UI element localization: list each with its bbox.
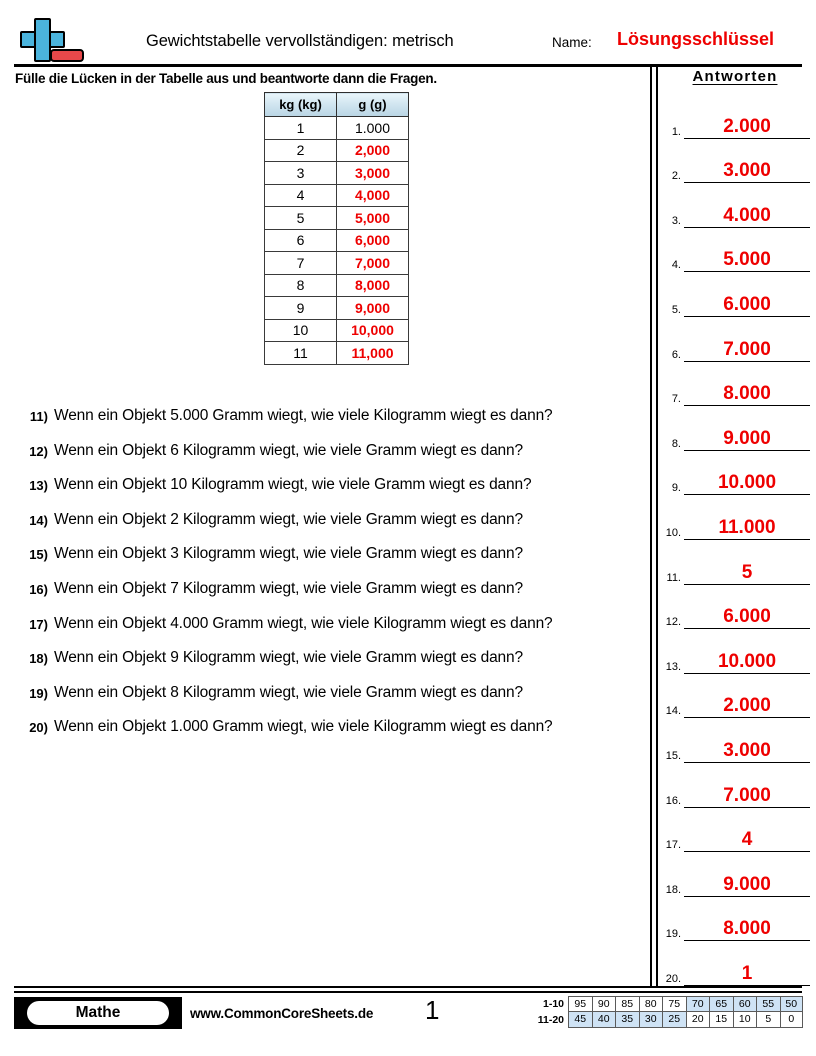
answer-item — [660, 585, 810, 630]
answer-value: 5 — [684, 563, 810, 585]
logo-plus-vertical — [34, 18, 51, 62]
header-divider — [14, 64, 802, 67]
page-header — [0, 0, 816, 66]
vertical-divider-left — [650, 66, 652, 986]
questions-list — [14, 406, 642, 752]
score-scale-cell: 25 — [662, 1012, 686, 1028]
answer-number: 10. — [665, 526, 681, 539]
question-number: 13) — [29, 478, 48, 494]
cell-g-answer: 5,000 — [337, 207, 409, 230]
question-text: Wenn ein Objekt 6 Kilogramm wiegt, wie viele Gramm wiegt es dann? — [54, 441, 523, 459]
conversion-table — [264, 92, 409, 365]
answer-item — [660, 852, 810, 897]
subject-badge-label: Mathe — [27, 1001, 169, 1025]
score-scale-cell: 80 — [639, 996, 663, 1012]
cell-kg: 6 — [265, 229, 337, 252]
question-item — [14, 683, 642, 704]
answer-value: 7.000 — [684, 786, 810, 808]
footer-url: www.CommonCoreSheets.de — [190, 1006, 374, 1021]
table-row — [265, 297, 409, 320]
score-scale-cell: 45 — [568, 1012, 592, 1028]
table-row — [265, 139, 409, 162]
question-text: Wenn ein Objekt 2 Kilogramm wiegt, wie viele Gramm wiegt es dann? — [54, 510, 523, 528]
answer-value: 10.000 — [684, 473, 810, 495]
answer-item — [660, 451, 810, 496]
score-scale-cell: 20 — [686, 1012, 710, 1028]
answer-item — [660, 362, 810, 407]
cell-kg: 3 — [265, 162, 337, 185]
score-scale-cell: 0 — [780, 1012, 804, 1028]
column-header-g: g (g) — [337, 93, 409, 117]
answer-item — [660, 139, 810, 184]
answer-item — [660, 629, 810, 674]
answer-number: 8. — [671, 437, 681, 450]
question-number: 20) — [29, 720, 48, 736]
score-scale-range-label: 11-20 — [537, 1014, 564, 1026]
cell-kg: 11 — [265, 342, 337, 365]
score-scale-cell: 15 — [709, 1012, 733, 1028]
question-item — [14, 544, 642, 565]
table-row — [265, 207, 409, 230]
answer-number: 13. — [665, 660, 681, 673]
question-item — [14, 406, 642, 427]
question-text: Wenn ein Objekt 10 Kilogramm wiegt, wie viele Gramm wiegt es dann? — [54, 476, 532, 494]
cell-g-answer: 10,000 — [337, 319, 409, 342]
answers-heading: Antworten — [692, 68, 778, 85]
answer-number: 20. — [665, 972, 681, 985]
table-row — [265, 184, 409, 207]
answer-value: 6.000 — [684, 607, 810, 629]
cell-g-answer: 7,000 — [337, 252, 409, 275]
answer-number: 14. — [665, 705, 681, 718]
table-row — [265, 229, 409, 252]
answer-item — [660, 763, 810, 808]
score-scale-cell: 75 — [662, 996, 686, 1012]
answer-number: 12. — [665, 616, 681, 629]
answer-value: 7.000 — [684, 340, 810, 362]
score-scale-cell: 65 — [709, 996, 733, 1012]
cell-kg: 10 — [265, 319, 337, 342]
answer-item — [660, 540, 810, 585]
question-item — [14, 510, 642, 531]
table-header-row — [265, 93, 409, 117]
page-number: 1 — [425, 995, 440, 1025]
score-scale-cell: 85 — [615, 996, 639, 1012]
table-row — [265, 319, 409, 342]
answer-item — [660, 272, 810, 317]
answers-column — [660, 68, 810, 986]
score-scale-cell: 30 — [639, 1012, 663, 1028]
answer-value: 6.000 — [684, 295, 810, 317]
question-item — [14, 648, 642, 669]
question-number: 17) — [29, 616, 48, 632]
answer-value: 3.000 — [684, 161, 810, 183]
answer-number: 5. — [671, 303, 681, 316]
answer-number: 17. — [665, 839, 681, 852]
score-scale-cell: 95 — [568, 996, 592, 1012]
answer-value: 8.000 — [684, 384, 810, 406]
score-scale-cell: 10 — [733, 1012, 757, 1028]
table-row — [265, 342, 409, 365]
answer-number: 4. — [671, 259, 681, 272]
answer-value: 5.000 — [684, 250, 810, 272]
question-number: 16) — [29, 582, 48, 598]
question-item — [14, 441, 642, 462]
answer-value: 4 — [684, 830, 810, 852]
answer-item — [660, 674, 810, 719]
column-header-kg: kg (kg) — [265, 93, 337, 117]
name-label: Name: — [552, 35, 592, 50]
cell-g-answer: 9,000 — [337, 297, 409, 320]
answer-item — [660, 897, 810, 942]
table-row — [265, 274, 409, 297]
question-item — [14, 475, 642, 496]
score-scale — [530, 996, 803, 1028]
answer-item — [660, 94, 810, 139]
question-number: 12) — [29, 443, 48, 459]
score-scale-cell: 5 — [756, 1012, 780, 1028]
logo-minus-bar — [50, 49, 84, 62]
cell-g-answer: 8,000 — [337, 274, 409, 297]
question-number: 11) — [29, 409, 48, 424]
question-text: Wenn ein Objekt 9 Kilogramm wiegt, wie viele Gramm wiegt es dann? — [54, 649, 523, 667]
cell-g-answer: 3,000 — [337, 162, 409, 185]
answer-value: 1 — [684, 964, 810, 986]
plus-minus-logo-icon — [14, 18, 98, 64]
score-scale-row — [530, 996, 803, 1012]
cell-g: 1.000 — [337, 117, 409, 140]
cell-kg: 7 — [265, 252, 337, 275]
score-scale-cell: 40 — [592, 1012, 616, 1028]
score-scale-cell: 90 — [592, 996, 616, 1012]
answer-number: 19. — [665, 928, 681, 941]
answer-number: 2. — [671, 170, 681, 183]
question-text: Wenn ein Objekt 1.000 Gramm wiegt, wie viele Kilogramm wiegt es dann? — [54, 718, 553, 736]
score-scale-range-label: 1-10 — [542, 998, 564, 1010]
page-title: Gewichtstabelle vervollständigen: metrisch — [146, 32, 454, 50]
answer-item — [660, 406, 810, 451]
footer-divider-top — [14, 986, 802, 988]
question-number: 18) — [29, 651, 48, 667]
answer-value: 2.000 — [684, 696, 810, 718]
cell-kg: 2 — [265, 139, 337, 162]
question-item — [14, 717, 642, 738]
answer-value: 9.000 — [684, 429, 810, 451]
cell-g-answer: 6,000 — [337, 229, 409, 252]
question-number: 19) — [29, 685, 48, 701]
answer-number: 3. — [671, 214, 681, 227]
cell-kg: 5 — [265, 207, 337, 230]
table-row — [265, 252, 409, 275]
question-text: Wenn ein Objekt 4.000 Gramm wiegt, wie viele Kilogramm wiegt es dann? — [54, 614, 553, 632]
question-number: 14) — [29, 512, 48, 528]
subject-badge — [14, 997, 182, 1029]
score-scale-cell: 35 — [615, 1012, 639, 1028]
cell-g-answer: 11,000 — [337, 342, 409, 365]
answer-number: 9. — [671, 482, 681, 495]
cell-g-answer: 2,000 — [337, 139, 409, 162]
answer-value: 4.000 — [684, 206, 810, 228]
cell-kg: 4 — [265, 184, 337, 207]
answer-item — [660, 718, 810, 763]
table-row — [265, 162, 409, 185]
cell-kg: 1 — [265, 117, 337, 140]
vertical-divider-right — [656, 66, 658, 986]
question-text: Wenn ein Objekt 3 Kilogramm wiegt, wie viele Gramm wiegt es dann? — [54, 545, 523, 563]
answer-value: 2.000 — [684, 117, 810, 139]
answer-number: 7. — [671, 393, 681, 406]
score-scale-cell: 50 — [780, 996, 804, 1012]
score-scale-cell: 70 — [686, 996, 710, 1012]
score-scale-cell: 60 — [733, 996, 757, 1012]
answer-value: 3.000 — [684, 741, 810, 763]
question-item — [14, 614, 642, 635]
cell-g-answer: 4,000 — [337, 184, 409, 207]
answer-number: 6. — [671, 348, 681, 361]
question-text: Wenn ein Objekt 7 Kilogramm wiegt, wie viele Gramm wiegt es dann? — [54, 580, 523, 598]
score-scale-row — [530, 1012, 803, 1028]
table-body — [265, 117, 409, 365]
answer-item — [660, 317, 810, 362]
cell-kg: 9 — [265, 297, 337, 320]
question-text: Wenn ein Objekt 5.000 Gramm wiegt, wie viele Kilogramm wiegt es dann? — [54, 407, 553, 424]
answer-number: 16. — [665, 794, 681, 807]
answer-number: 15. — [665, 749, 681, 762]
answer-item — [660, 808, 810, 853]
answer-item — [660, 941, 810, 986]
answer-item — [660, 183, 810, 228]
answer-value: 11.000 — [684, 518, 810, 540]
answer-value: 8.000 — [684, 919, 810, 941]
answer-number: 11. — [666, 571, 681, 584]
instruction-text: Fülle die Lücken in der Tabelle aus und beantworte dann die Fragen. — [15, 71, 437, 86]
question-item — [14, 579, 642, 600]
answer-item — [660, 228, 810, 273]
footer-divider-bottom — [14, 991, 802, 993]
name-value: Lösungsschlüssel — [617, 29, 775, 49]
answer-number: 1. — [671, 125, 681, 138]
table-row — [265, 117, 409, 140]
answer-value: 9.000 — [684, 875, 810, 897]
answer-value: 10.000 — [684, 652, 810, 674]
question-number: 15) — [29, 547, 48, 563]
question-text: Wenn ein Objekt 8 Kilogramm wiegt, wie viele Gramm wiegt es dann? — [54, 683, 523, 701]
answer-number: 18. — [665, 883, 681, 896]
answers-list — [660, 94, 810, 986]
cell-kg: 8 — [265, 274, 337, 297]
answer-item — [660, 495, 810, 540]
score-scale-cell: 55 — [756, 996, 780, 1012]
